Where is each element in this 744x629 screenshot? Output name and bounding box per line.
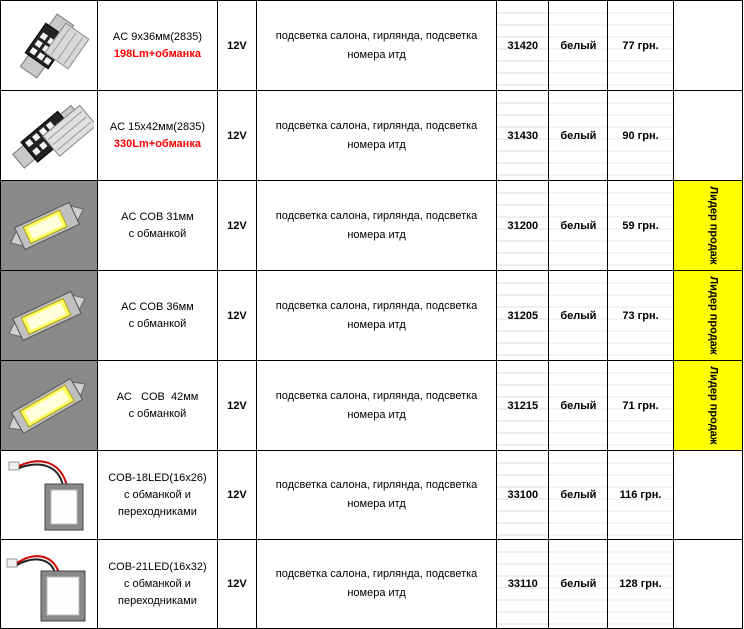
product-photo <box>1 1 98 91</box>
product-name: AC 15x42мм(2835) 330Lm+обманка <box>97 91 217 181</box>
product-name: AC COB 42мм с обманкой <box>97 361 217 451</box>
lumen-highlight: 330Lm+обманка <box>113 137 201 150</box>
product-name: AC 9x36мм(2835) 198Lm+обманка <box>97 1 217 91</box>
voltage: 12V <box>218 91 257 181</box>
usage-description: подсветка салона, гирлянда, подсветка номера итд <box>256 91 497 181</box>
festoon-cob-bulb-icon <box>1 362 94 450</box>
price: 90 грн. <box>608 91 673 181</box>
article-code: 33100 <box>497 451 549 540</box>
product-name: COB-18LED(16x26) с обманкой и переходниками <box>97 451 217 540</box>
usage-description: подсветка салона, гирлянда, подсветка номера итд <box>256 181 497 271</box>
cob-panel-with-adapter-icon <box>1 541 94 628</box>
lumen-highlight: 198Lm+обманка <box>113 47 201 60</box>
usage-description: подсветка салона, гирлянда, подсветка номера итд <box>256 1 497 91</box>
voltage: 12V <box>218 540 257 629</box>
price: 77 грн. <box>608 1 673 91</box>
bestseller-badge: Лидер продаж <box>673 361 742 451</box>
voltage: 12V <box>218 361 257 451</box>
table-row <box>1 540 743 629</box>
table-row <box>1 451 743 540</box>
usage-description: подсветка салона, гирлянда, подсветка номера итд <box>256 361 497 451</box>
voltage: 12V <box>218 451 257 540</box>
table-row <box>1 181 743 271</box>
table-row <box>1 271 743 361</box>
voltage: 12V <box>218 1 257 91</box>
article-code: 31215 <box>497 361 549 451</box>
light-color: белый <box>549 181 608 271</box>
table-row <box>1 361 743 451</box>
product-photo <box>1 451 98 540</box>
product-photo <box>1 540 98 629</box>
price: 71 грн. <box>608 361 673 451</box>
table-row <box>1 1 743 91</box>
article-code: 31205 <box>497 271 549 361</box>
light-color: белый <box>549 1 608 91</box>
badge-cell <box>673 1 742 91</box>
price: 73 грн. <box>608 271 673 361</box>
article-code: 31200 <box>497 181 549 271</box>
badge-cell <box>673 91 742 181</box>
light-color: белый <box>549 361 608 451</box>
festoon-smd-bulb-icon <box>1 2 94 90</box>
light-color: белый <box>549 540 608 629</box>
festoon-smd-bulb-icon <box>1 92 94 180</box>
light-color: белый <box>549 91 608 181</box>
article-code: 31430 <box>497 91 549 181</box>
product-name: AC COB 36мм с обманкой <box>97 271 217 361</box>
product-photo <box>1 181 98 271</box>
table-row <box>1 91 743 181</box>
article-code: 33110 <box>497 540 549 629</box>
product-name: AC COB 31мм с обманкой <box>97 181 217 271</box>
light-color: белый <box>549 451 608 540</box>
product-photo <box>1 361 98 451</box>
price: 116 грн. <box>608 451 673 540</box>
product-photo <box>1 91 98 181</box>
voltage: 12V <box>218 271 257 361</box>
price: 128 грн. <box>608 540 673 629</box>
cob-panel-with-adapter-icon <box>1 452 94 539</box>
usage-description: подсветка салона, гирлянда, подсветка номера итд <box>256 271 497 361</box>
usage-description: подсветка салона, гирлянда, подсветка номера итд <box>256 451 497 540</box>
bestseller-badge: Лидер продаж <box>673 271 742 361</box>
product-name: COB-21LED(16x32) с обманкой и переходниками <box>97 540 217 629</box>
price: 59 грн. <box>608 181 673 271</box>
usage-description: подсветка салона, гирлянда, подсветка номера итд <box>256 540 497 629</box>
light-color: белый <box>549 271 608 361</box>
badge-cell <box>673 451 742 540</box>
festoon-cob-bulb-icon <box>1 182 94 270</box>
festoon-cob-bulb-icon <box>1 272 94 360</box>
article-code: 31420 <box>497 1 549 91</box>
product-photo <box>1 271 98 361</box>
bestseller-badge: Лидер продаж <box>673 181 742 271</box>
badge-cell <box>673 540 742 629</box>
voltage: 12V <box>218 181 257 271</box>
